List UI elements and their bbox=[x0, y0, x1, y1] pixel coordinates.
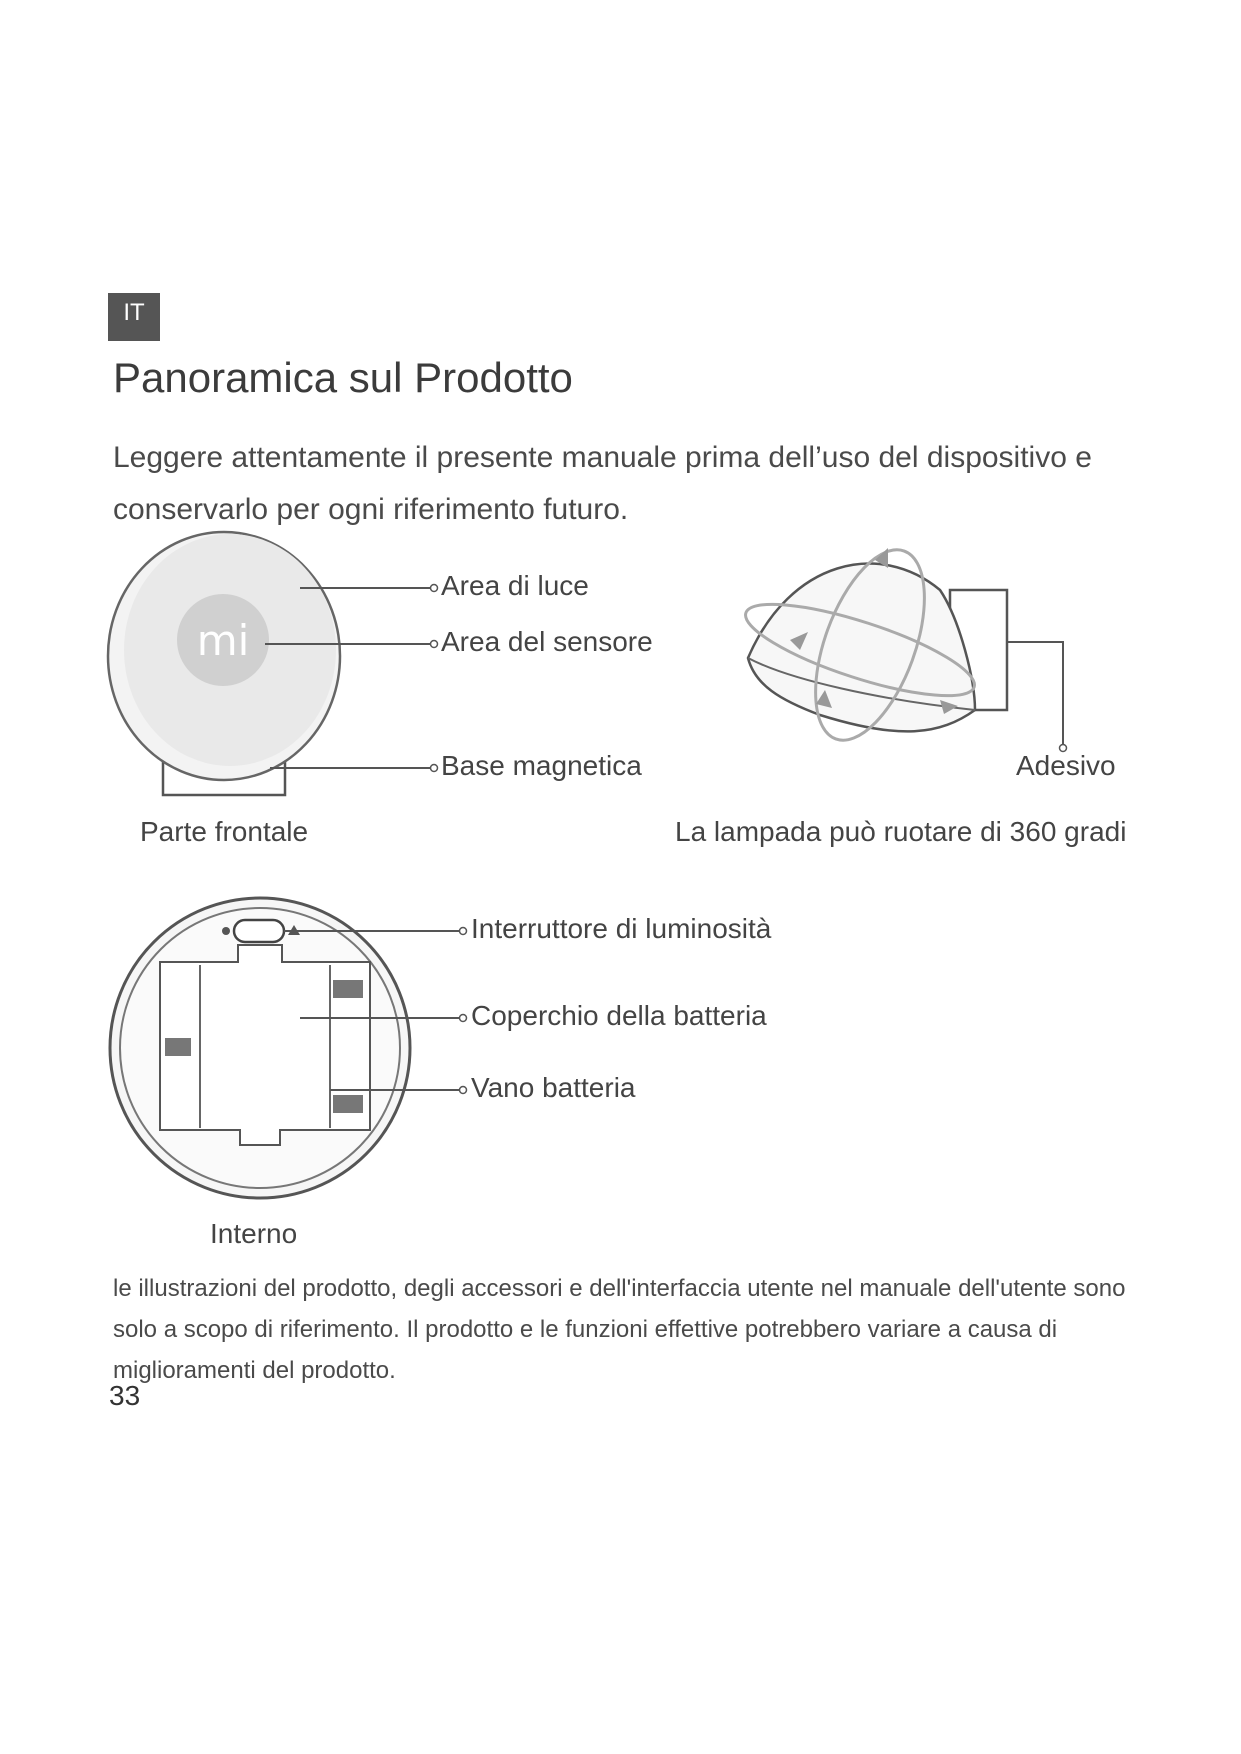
label-battery-cover: Coperchio della batteria bbox=[471, 1000, 767, 1031]
label-adhesive: Adesivo bbox=[1016, 750, 1116, 781]
label-brightness-switch: Interruttore di luminosità bbox=[471, 913, 772, 944]
caption-front: Parte frontale bbox=[140, 816, 309, 847]
page-number: 33 bbox=[109, 1380, 141, 1411]
label-sensor-area: Area del sensore bbox=[441, 626, 653, 657]
caption-rotation: La lampada può ruotare di 360 gradi bbox=[675, 816, 1127, 847]
label-magnetic-base: Base magnetica bbox=[441, 750, 642, 781]
label-battery-compartment: Vano batteria bbox=[471, 1072, 636, 1103]
switch-shape bbox=[234, 920, 284, 942]
language-tag: IT bbox=[108, 293, 160, 341]
page-title: Panoramica sul Prodotto bbox=[113, 354, 573, 401]
label-light-area: Area di luce bbox=[441, 570, 589, 601]
battery-cover-shape bbox=[160, 945, 370, 1145]
caption-interior: Interno bbox=[210, 1218, 298, 1249]
disclaimer-text: le illustrazioni del prodotto, degli accessori e dell'interfaccia utente nel manuale dell'utente sono solo a scopo di riferimento. Il prodotto e le funzioni effettive potrebbero variare a causa di miglioramenti del prodotto. bbox=[113, 1275, 1126, 1384]
intro-paragraph: Leggere attentamente il presente manuale prima dell’uso del dispositivo e conservarlo per ogni riferimento futuro. bbox=[113, 441, 1092, 526]
mi-logo: mi bbox=[196, 616, 250, 665]
